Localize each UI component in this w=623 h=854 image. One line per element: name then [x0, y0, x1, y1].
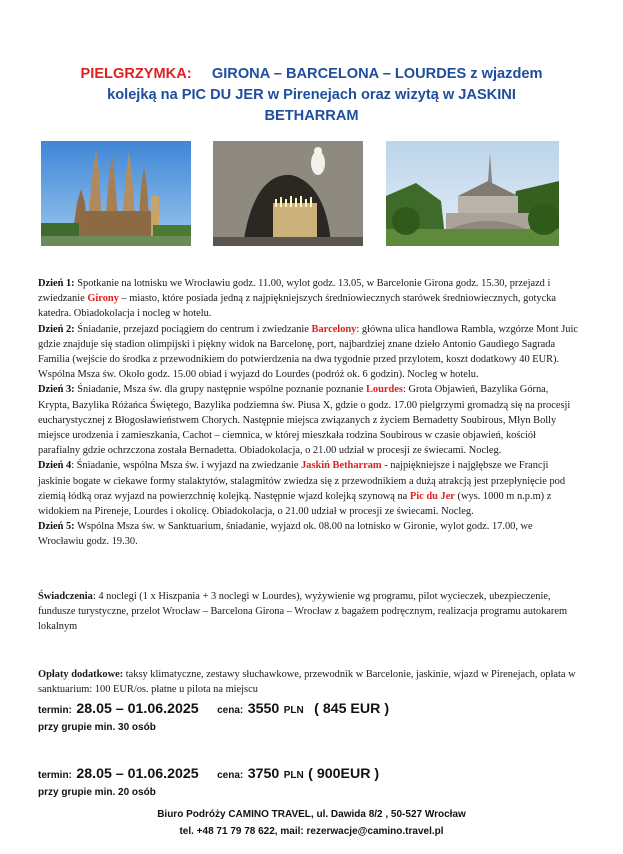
day-1: [38, 276, 578, 322]
title-line-2: kolejką na PIC DU JER w Pirenejach oraz wizytą w JASKINI: [107, 87, 516, 103]
offer-2-price-label: cena:: [217, 770, 244, 781]
offer-2-dates: 28.05 – 01.06.2025: [76, 766, 199, 782]
day-4-highlight: Jaskiń Betharram: [301, 460, 382, 472]
offer-2-currency: PLN: [283, 770, 304, 781]
extra-fees-section: [38, 667, 578, 697]
day-4-text-b: - najpiękniejsze i najgłębsze we Francji jaskinie bogate w ciekawe formy stalaktytów, stalagmitów zwiedza się z przewodnikiem a dużą atrakcją jest przepłynięcie pod ziemią łódką oraz wyjazd na powierzchnię kolejką. Następnie wjazd kolejką szynową na: [38, 460, 566, 502]
day-5-label: Dzień 5:: [38, 521, 75, 533]
extra-fees-label: Opłaty dodatkowe:: [38, 669, 124, 680]
lourdes-basilica-photo: [386, 141, 559, 246]
title-prefix: PIELGRZYMKA:: [80, 66, 192, 82]
offer-2: [38, 765, 598, 783]
day-3-label: Dzień 3:: [38, 384, 75, 396]
document-title: [40, 64, 583, 127]
day-2-text-b: : główna ulica handlowa Rambla, wzgórze Mont Juic gdzie znajduje się stadion olimpijski i piękny widok na Barcelonę, port, najbardziej znane dzieło Antonio Gaudiego Sagrada Familia (wejście do środka z przewodnikiem do potwierdzenia na dwa tygodnie przed przylotem, koszt dodatkowy 40 EUR). Wspólna Msza św. Około godz. 15.00 obiad i wyjazd do Lourdes (podróż ok. 6 godzin). Nocleg w hotelu.: [38, 323, 578, 381]
offer-2-group: przy grupie min. 20 osób: [38, 787, 156, 798]
day-4-label: Dzień 4: [38, 460, 72, 472]
day-5-text: Wspólna Msza św. w Sanktuarium, śniadanie, wyjazd ok. 08.00 na lotnisko w Gironie, wylot godz. 17.00, we Wrocławiu godz. 19.30.: [38, 521, 533, 548]
day-2-highlight: Barcelony: [311, 323, 357, 335]
offer-1-group: przy grupie min. 30 osób: [38, 722, 156, 733]
day-1-label: Dzień 1:: [38, 278, 75, 289]
day-1-highlight: Girony: [87, 293, 119, 305]
day-3-text-a: Śniadanie, Msza św. dla grupy następnie wspólne poznanie poznanie: [74, 384, 366, 396]
offer-2-price: 3750: [247, 766, 280, 782]
services-label: Świadczenia: [38, 591, 93, 602]
services-section: [38, 589, 578, 635]
offer-1-dates: 28.05 – 01.06.2025: [76, 701, 199, 717]
day-4-text-a: : Śniadanie, wspólna Msza św. i wyjazd na zwiedzanie: [71, 460, 302, 472]
offer-1-currency: PLN: [283, 705, 304, 716]
extra-fees-text: taksy klimatyczne, zestawy słuchawkowe, przewodnik w Barcelonie, jaskinie, wjazd w Pirenejach, opłata w sanktuarium: 100 EUR/os. płatne u pilota na miejscu: [38, 669, 576, 696]
day-2-text-a: Śniadanie, przejazd pociągiem do centrum i zwiedzanie: [74, 323, 312, 335]
offer-1-price: 3550: [247, 701, 280, 717]
lourdes-grotto-photo: [213, 141, 363, 246]
day-3-text-b: : Grota Objawień, Bazylika Górna, Krypta, Bazylika Różańca Świętego, Bazylika podziemna św. Piusa X, gdzie o godz. 17.00 pielgrzymi gromadzą się na procesji eucharystycznej z Błogosławieństwem Chorych. Następnie miejsca związanych z życiem Bernadetty Soubirous, Młyn Bolly miejsce urodzenia i zamieszkania, Cachot – ciemnica, w której mieszkała rodzina Soubirous w czasie objawień, kościół parafialny gdzie ochrzczona została Bernadetta. Obiadokolacja, o 21.00 udział w procesji ze świecami. Nocleg.: [38, 384, 571, 457]
day-5: [38, 519, 578, 549]
title-line-3: BETHARRAM: [264, 108, 359, 124]
offer-1-term-label: termin:: [38, 705, 72, 716]
day-3-highlight: Lourdes: [366, 384, 403, 396]
day-4: [38, 458, 578, 519]
offer-1-eur: ( 845 EUR ): [314, 701, 390, 717]
offer-1-price-label: cena:: [217, 705, 244, 716]
day-4-highlight-2: Pic du Jer: [409, 490, 455, 502]
title-line-1: GIRONA – BARCELONA – LOURDES z wjazdem: [211, 66, 543, 82]
itinerary: [38, 276, 578, 550]
day-2-label: Dzień 2:: [38, 323, 75, 335]
services-text: : 4 noclegi (1 x Hiszpania + 3 noclegi w Lourdes), wyżywienie wg programu, pilot wycieczek, ubezpieczenie, fundusze turystyczne, przelot Wrocław – Barcelona Girona – Wrocław z bagażem podręcznym, realizacja programu autokarem lokalnym: [38, 591, 568, 633]
day-1-text-a: Spotkanie na lotnisku we Wrocławiu godz. 11.00, wylot godz. 13.05, w Barcelonie Girona godz. 15.30, przejazd i zwiedzanie: [38, 278, 551, 305]
day-2: [38, 322, 578, 383]
day-1-text-b: – miasto, które posiada jedną z najpiękniejszych średniowiecznych starówek średniowiecznych, gotycka katedra. Obiadokolacja i nocleg w hotelu.: [38, 293, 557, 320]
offer-1: [38, 700, 598, 718]
day-4-text-c: (wys. 1000 m n.p.m) z widokiem na Pireneje, Lourdes i okolicę. Obiadokolacja, o 21.00 udział w procesji ze świecami. Nocleg.: [38, 490, 552, 518]
offer-2-eur: ( 900EUR ): [308, 766, 380, 782]
footer-contact: tel. +48 71 79 78 622, mail: rezerwacje@camino.travel.pl: [179, 826, 444, 837]
sagrada-familia-photo: [41, 141, 191, 246]
day-3: [38, 382, 578, 458]
footer-address: Biuro Podróży CAMINO TRAVEL, ul. Dawida 8/2 , 50-527 Wrocław: [157, 809, 466, 820]
offer-2-term-label: termin:: [38, 770, 72, 781]
